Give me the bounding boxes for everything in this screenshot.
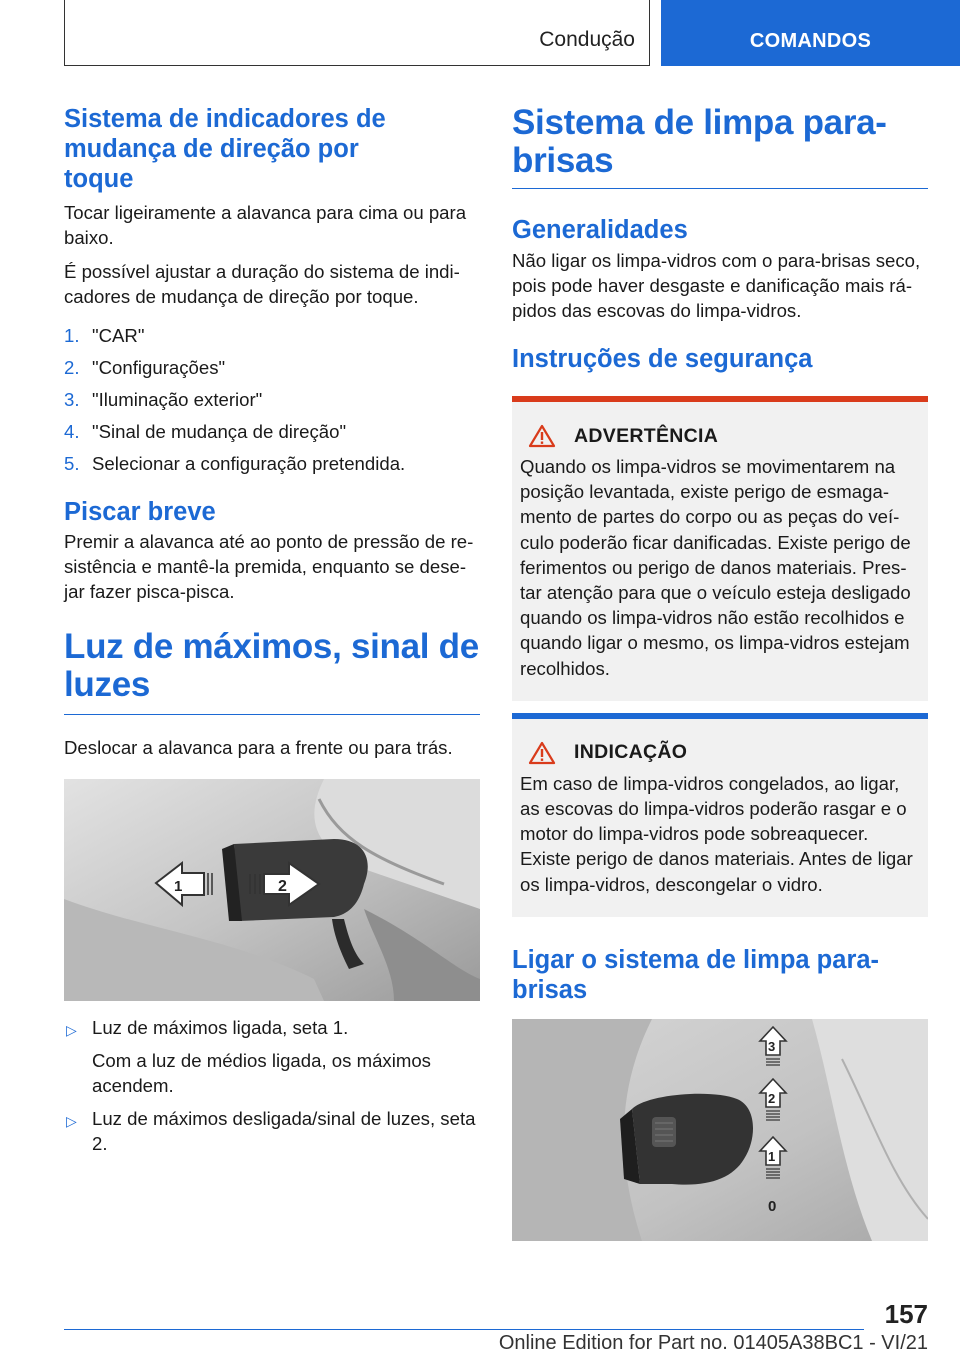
- wiper-heading-block: [512, 104, 928, 189]
- position-3-label: 3: [768, 1038, 776, 1054]
- warning-text: Quando os limpa-vidros se movimentarem na posição levantada, existe perigo de esmagamento de partes do corpo ou as peças do veículo poderão ficar danificadas. Existe perigo de ferimentos ou perigo de danos materiais. Prestar atenção para que o veículo esteja desligado quando os limpa-vidros não estão recolhidos e quando ligar o mesmo, os limpa-vidros estejam recolhidos.: [520, 456, 911, 679]
- page-number: 157: [884, 1299, 928, 1329]
- position-1-label: 1: [768, 1148, 776, 1164]
- touch-indicator-text-1: Tocar ligeiramente a alavanca para cima ou para baixo.: [64, 202, 467, 248]
- arrow-1-label: 1: [174, 878, 183, 895]
- flash-heading: Piscar breve: [64, 498, 216, 526]
- bullet-item: ▷ Luz de máximos ligada, seta 1. Com a luz de médios ligada, os máximos acendem.: [66, 1017, 431, 1096]
- wiper-lever-illustration: [512, 1019, 928, 1241]
- safety-heading: Instruções de segurança: [512, 345, 813, 373]
- warning-title: ADVERTÊNCIA: [574, 424, 719, 447]
- right-column: [512, 104, 928, 1241]
- high-beam-bullets: [64, 1015, 480, 1156]
- step-item: 2. "Configurações": [64, 357, 226, 378]
- step-item: 1. "CAR": [64, 325, 145, 346]
- highbeam-text: Deslocar a alavanca para a frente ou para trás.: [64, 737, 453, 758]
- position-0-label: 0: [768, 1197, 777, 1215]
- wiper-heading: Sistema de limpa para-brisas: [512, 103, 887, 180]
- warning-triangle-icon: [528, 424, 556, 448]
- footer-edition: Online Edition for Part no. 01405A38BC1 - VI/21: [498, 1332, 928, 1354]
- flash-text: Premir a alavanca até ao ponto de pressão de resistência e mantê-la premida, enquanto se desejar fazer pisca-pisca.: [64, 531, 474, 602]
- warning-box: [512, 396, 928, 701]
- chapter-title: COMANDOS: [749, 30, 872, 52]
- bullet-triangle-icon: ▷: [66, 1113, 77, 1129]
- section-title: Condução: [539, 28, 635, 51]
- chapter-tab: [661, 0, 960, 66]
- step-item: 4. "Sinal de mudança de direção": [64, 421, 347, 442]
- bullet-item: ▷ Luz de máximos desligada/sinal de luzes, seta 2.: [66, 1108, 476, 1154]
- high-beam-lever-illustration: [64, 779, 480, 1001]
- touch-indicator-text-2: É possível ajustar a duração do sistema de indicadores de mudança de direção por toque.: [64, 261, 460, 307]
- position-2-label: 2: [768, 1090, 776, 1106]
- running-header: [64, 0, 650, 66]
- info-box: [512, 713, 928, 917]
- high-beam-lever-drawing: [64, 779, 480, 1001]
- settings-steps: [64, 323, 480, 476]
- arrow-2-label: 2: [278, 878, 287, 895]
- switch-wiper-heading: Ligar o sistema de limpa para-brisas: [512, 945, 880, 1004]
- step-item: 5. Selecionar a configuração pretendida.: [64, 453, 406, 474]
- notice-triangle-icon: [528, 741, 556, 765]
- step-item: 3. "Iluminação exterior": [64, 389, 263, 410]
- left-column: [64, 104, 480, 1156]
- general-text: Não ligar os limpa-vidros com o para-brisas seco, pois pode haver desgaste e danificação mais rápidos das escovas do limpa-vidros.: [512, 250, 921, 321]
- bullet-triangle-icon: ▷: [66, 1022, 77, 1038]
- notice-title: INDICAÇÃO: [574, 741, 688, 764]
- footer-rule: [64, 1329, 864, 1330]
- highbeam-heading-block: [64, 628, 480, 715]
- highbeam-heading: Luz de máximos, sinal de luzes: [64, 627, 479, 704]
- notice-text: Em caso de limpa-vidros congelados, ao ligar, as escovas do limpa-vidros poderão rasgar e o motor do limpa-vidros pode sobreaquecer. Existe perigo de danos materiais. Antes de ligar os limpa-vidros, descongelar o vidro.: [520, 772, 913, 895]
- general-heading: Generalidades: [512, 216, 688, 244]
- wiper-lever-drawing: [512, 1019, 928, 1241]
- touch-indicator-heading: Sistema de indicadores de mudança de direção por toque: [64, 105, 386, 193]
